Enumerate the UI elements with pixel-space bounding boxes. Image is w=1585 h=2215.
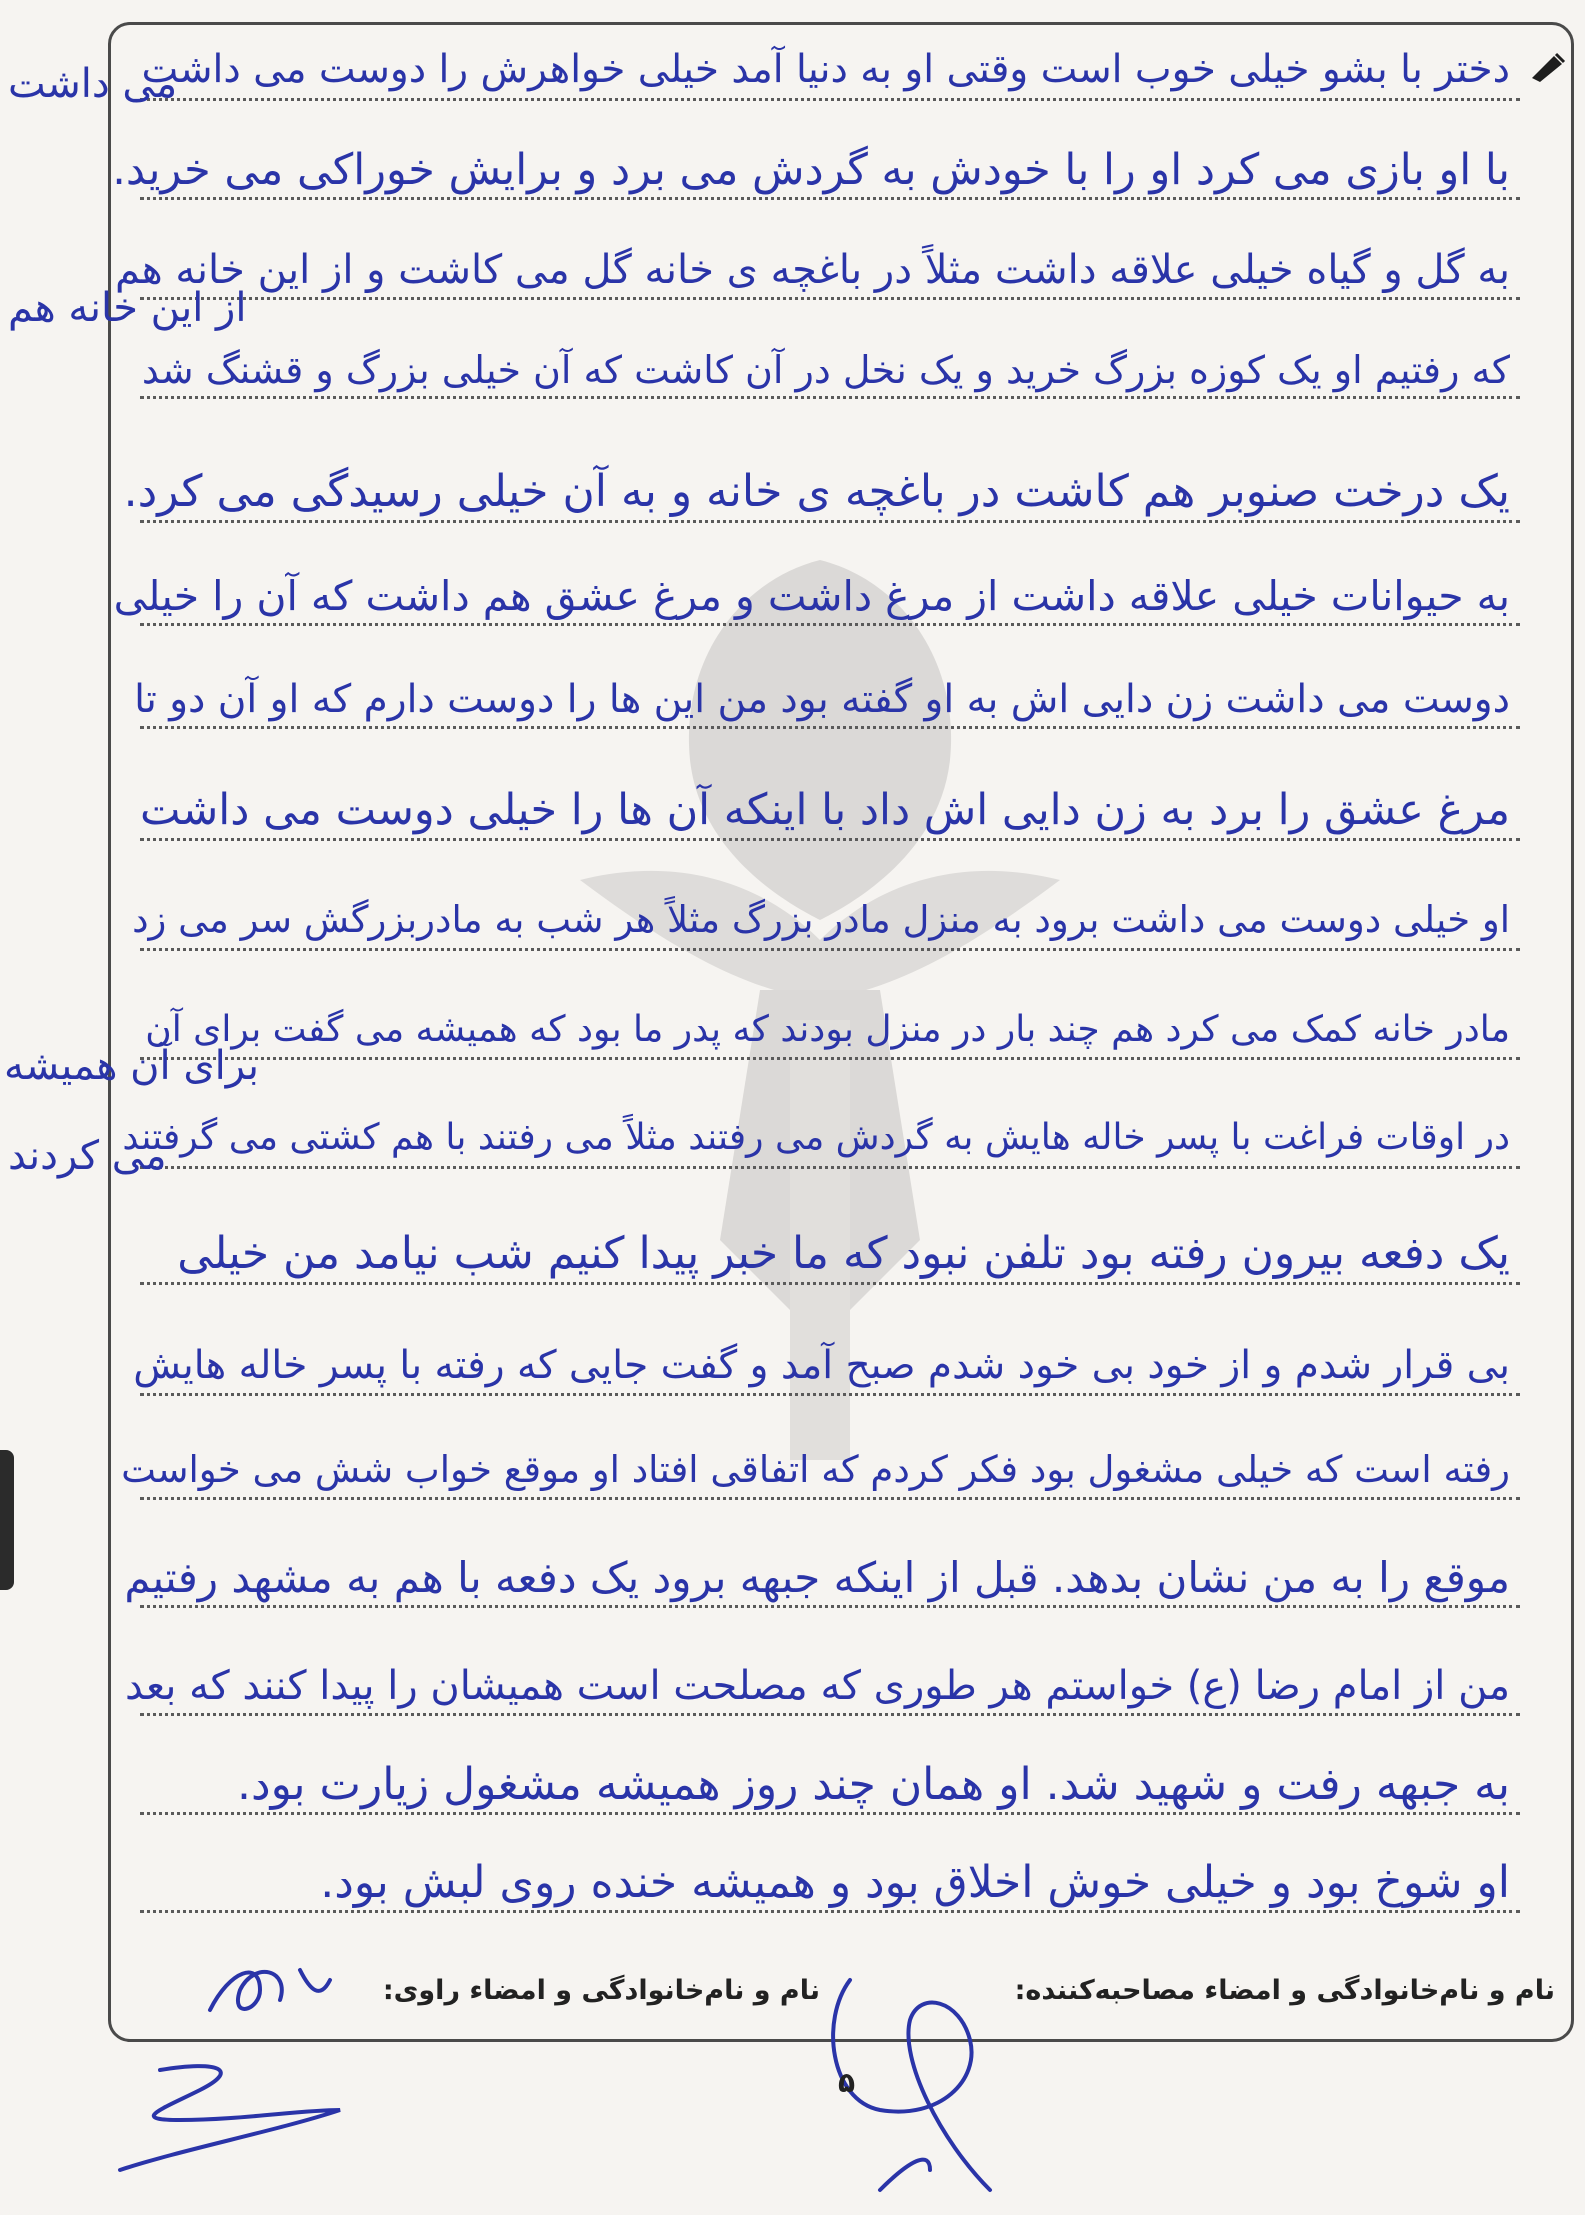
handwritten-line: مادر خانه کمک می کرد هم چند بار در منزل بودند که پدر ما بود که همیشه می گفت برای آن [145, 1009, 1510, 1050]
handwritten-line: من از امام رضا (ع) خواستم هر طوری که مصلحت است همیشان را پیدا کنند که بعد [125, 1663, 1510, 1709]
narrator-signature [200, 1950, 340, 2030]
handwritten-line: رفته است که خیلی مشغول بود فکر کردم که اتفاقی افتاد او موقع خواب شش می خواست [121, 1448, 1510, 1491]
handwritten-line: در اوقات فراغت با پسر خاله هایش به گردش می رفتند مثلاً می رفتند با هم کشتی می گرفتند [122, 1117, 1510, 1158]
handwritten-line: که رفتیم او یک کوزه بزرگ خرید و یک نخل در آن کاشت که آن خیلی بزرگ و قشنگ شد [141, 348, 1510, 392]
handwritten-line: یک درخت صنوبر هم کاشت در باغچه ی خانه و به آن خیلی رسیدگی می کرد. [123, 466, 1510, 517]
margin-note: می کردند [8, 1133, 167, 1179]
margin-note: از این خانه هم [8, 285, 247, 331]
handwritten-line: یک دفعه بیرون رفته بود تلفن نبود که ما خبر پیدا کنیم شب نیامد من خیلی [177, 1228, 1510, 1279]
handwritten-line: به گل و گیاه خیلی علاقه داشت مثلاً در باغچه ی خانه گل می کاشت و از این خانه هم [114, 247, 1510, 293]
handwritten-line: دوست می داشت زن دایی اش به او گفته بود من این ها را دوست دارم که او آن دو تا [134, 677, 1510, 722]
binder-edge [0, 1450, 14, 1590]
margin-note: می داشت [8, 61, 178, 107]
interviewer-signature-label: نام و نام‌خانوادگی و امضاء مصاحبه‌کننده: [1014, 1975, 1555, 2006]
page-number: ۵ [838, 2066, 856, 2099]
pen-icon [1530, 52, 1566, 82]
narrator-signature-label: نام و نام‌خانوادگی و امضاء راوی: [382, 1975, 820, 2006]
handwritten-line: به حیوانات خیلی علاقه داشت از مرغ داشت و مرغ عشق هم داشت که آن را خیلی [113, 572, 1510, 620]
handwritten-line: او شوخ بود و خیلی خوش اخلاق بود و همیشه خنده روی لبش بود. [320, 1857, 1510, 1908]
handwritten-line: موقع را به من نشان بدهد. قبل از اینکه جبهه برود یک دفعه با هم به مشهد رفتیم [124, 1553, 1510, 1602]
margin-note: برای آن همیشه [4, 1043, 259, 1089]
handwritten-line: دختر با بشو خیلی خوب است وقتی او به دنیا آمد خیلی خواهرش را دوست می داشت [141, 47, 1510, 92]
handwritten-line: بی قرار شدم و از خود بی خود شدم صبح آمد و گفت جایی که رفته با پسر خاله هایش [133, 1343, 1510, 1388]
handwritten-line: به جبهه رفت و شهید شد. او همان چند روز همیشه مشغول زیارت بود. [237, 1759, 1510, 1810]
interviewer-signature [100, 2050, 380, 2180]
handwritten-line: او خیلی دوست می داشت برود به منزل مادر بزرگ مثلاً هر شب به مادربزرگش سر می زد [132, 898, 1510, 941]
handwritten-line: مرغ عشق را برد به زن دایی اش داد با اینکه آن ها را خیلی دوست می داشت [140, 785, 1510, 835]
handwritten-line: با او بازی می کرد او را با خودش به گردش می برد و برایش خوراکی می خرید. [112, 145, 1510, 195]
